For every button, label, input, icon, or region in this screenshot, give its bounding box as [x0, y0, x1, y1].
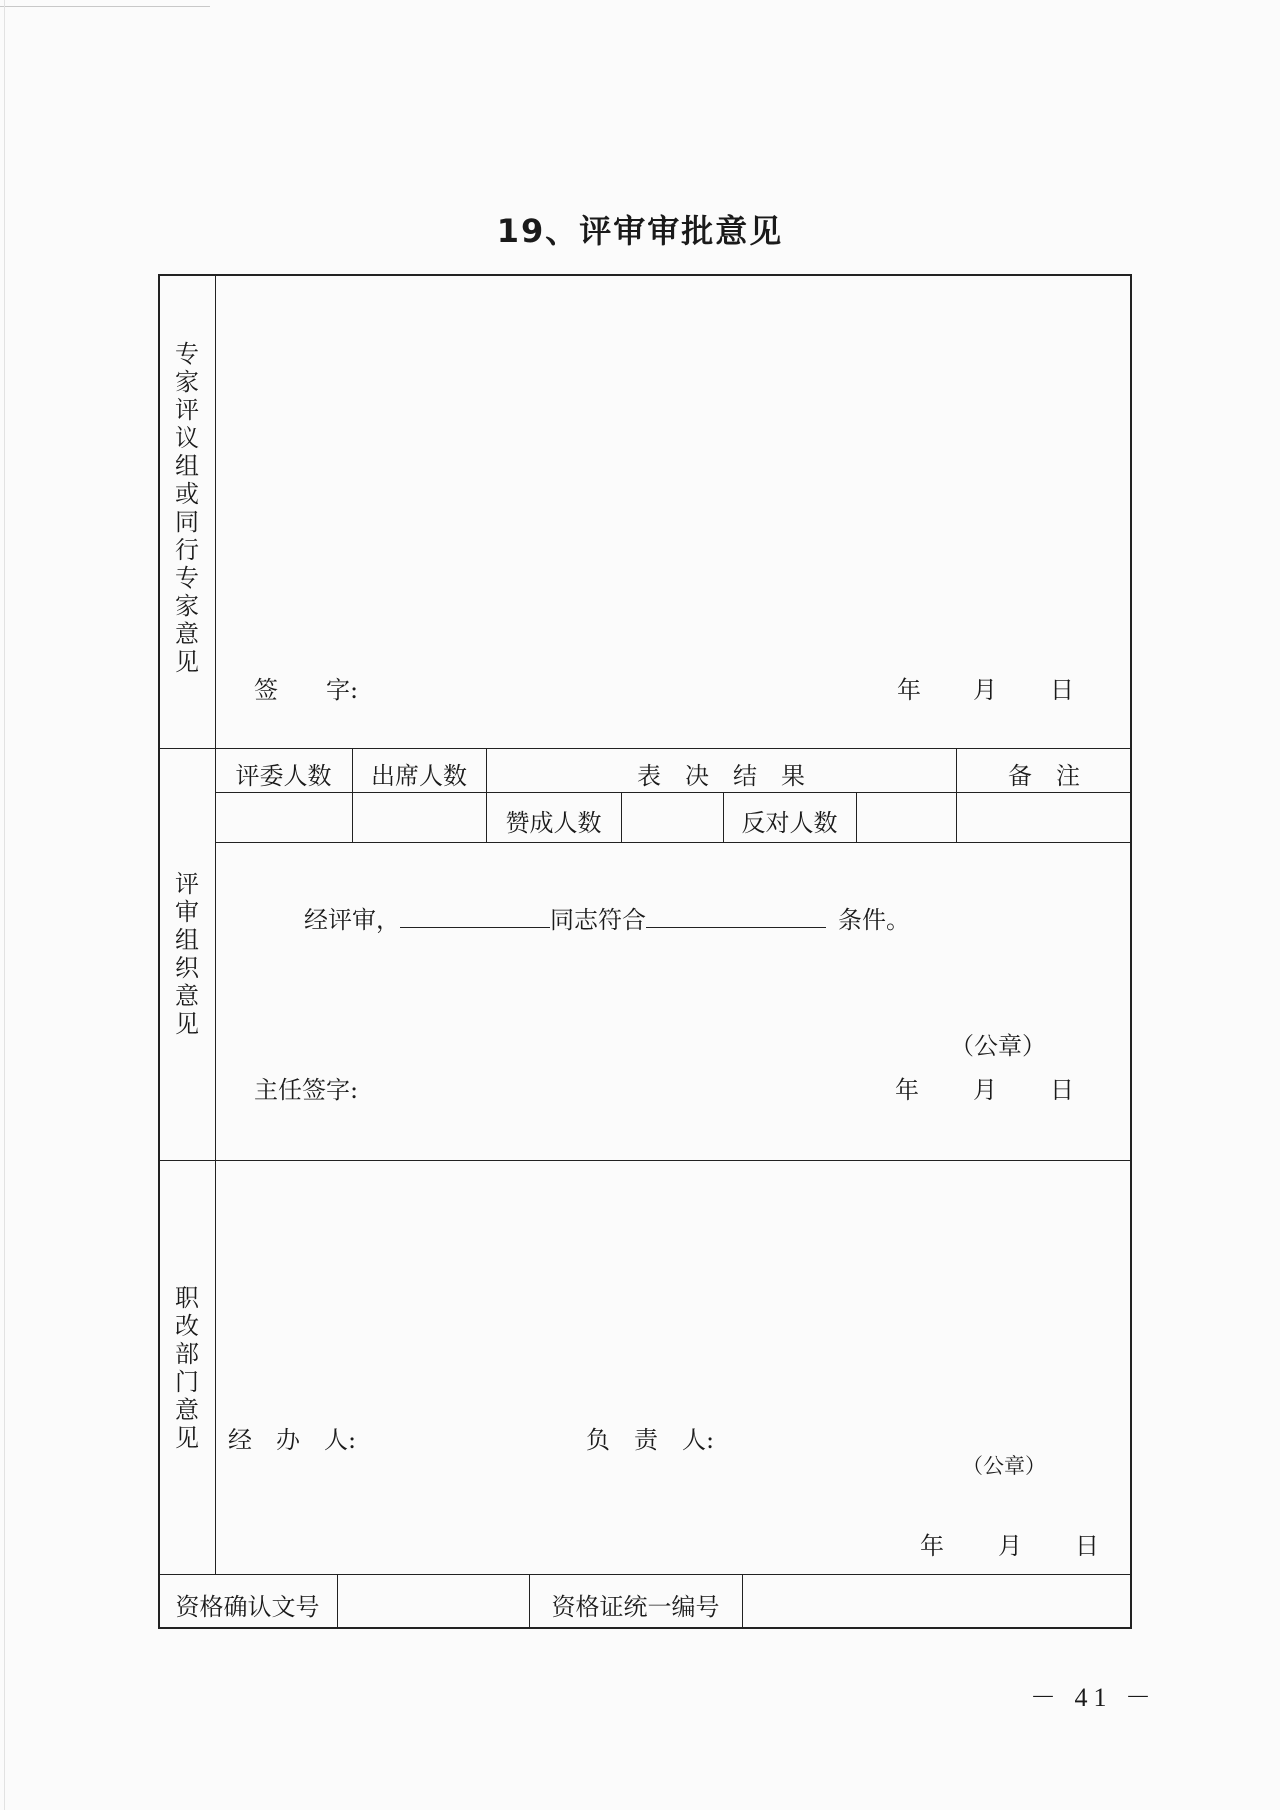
- committee-seal: （公章）: [950, 1032, 1046, 1060]
- vertical-label-char: 见: [175, 1010, 199, 1038]
- dept-year-label: 年: [920, 1532, 944, 1560]
- director-sign-label: 主任签字:: [254, 1076, 359, 1104]
- vertical-label-char: 见: [175, 648, 199, 676]
- scan-edge-top: [0, 6, 210, 7]
- vertical-label-char: 组: [175, 452, 199, 480]
- committee-day-label: 日: [1050, 1076, 1074, 1104]
- footer-divider-3: [742, 1574, 743, 1629]
- statement-middle: 同志符合: [550, 906, 646, 934]
- vertical-label-char: 意: [175, 1396, 199, 1424]
- footer-divider-1: [337, 1574, 338, 1629]
- vertical-label-char: 见: [175, 1424, 199, 1452]
- vertical-label-char: 职: [175, 1284, 199, 1312]
- responsible-label: 负 责 人:: [586, 1426, 715, 1454]
- cert-no-label: 资格证统一编号: [551, 1593, 720, 1621]
- expert-day-label: 日: [1050, 676, 1074, 704]
- divider-expert-bottom: [158, 748, 1132, 749]
- statement-prefix: 经评审，: [304, 906, 400, 934]
- review-statement: [304, 900, 910, 935]
- vertical-label-char: 部: [175, 1340, 199, 1368]
- candidate-name-blank: [400, 905, 550, 928]
- label-column-divider: [215, 274, 216, 1574]
- doc-no-label: 资格确认文号: [175, 1593, 320, 1621]
- vertical-label-char: 门: [175, 1368, 199, 1396]
- header-vote-result: 表 决 结 果: [637, 762, 805, 790]
- col-divider-oppose: [856, 792, 857, 842]
- vertical-label-char: 意: [175, 620, 199, 648]
- vertical-label-char: 专: [175, 340, 199, 368]
- vertical-label-char: 审: [175, 898, 199, 926]
- header-members: 评委人数: [235, 762, 332, 790]
- subheader-oppose: 反对人数: [741, 809, 838, 837]
- vertical-label-char: 改: [175, 1312, 199, 1340]
- page-title: 19、评审审批意见: [496, 212, 784, 250]
- qualification-blank: [646, 905, 826, 928]
- vertical-label-char: 同: [175, 508, 199, 536]
- dept-opinion-label: [159, 1284, 215, 1452]
- expert-opinion-label: [159, 340, 215, 676]
- header-attendees: 出席人数: [371, 762, 467, 790]
- divider-vote-row: [215, 842, 1132, 843]
- dept-day-label: 日: [1075, 1532, 1099, 1560]
- expert-month-label: 月: [973, 676, 997, 704]
- vertical-label-char: 组: [175, 926, 199, 954]
- vertical-label-char: 行: [175, 536, 199, 564]
- vertical-label-char: 意: [175, 982, 199, 1010]
- col-divider-approve: [621, 792, 622, 842]
- committee-month-label: 月: [973, 1076, 997, 1104]
- expert-year-label: 年: [897, 676, 921, 704]
- page-number: － 41 －: [1030, 1683, 1158, 1712]
- dept-month-label: 月: [998, 1532, 1022, 1560]
- statement-suffix: 条件。: [838, 906, 910, 934]
- vertical-label-char: 评: [175, 870, 199, 898]
- vertical-label-char: 家: [175, 368, 199, 396]
- vertical-label-char: 织: [175, 954, 199, 982]
- vertical-label-char: 议: [175, 424, 199, 452]
- subheader-approve: 赞成人数: [505, 809, 602, 837]
- handler-label: 经 办 人:: [228, 1426, 357, 1454]
- expert-sign-label: 签 字:: [254, 676, 359, 704]
- scan-edge-left: [4, 0, 5, 1810]
- header-remarks: 备 注: [1008, 762, 1080, 790]
- vertical-label-char: 评: [175, 396, 199, 424]
- divider-dept-bottom: [158, 1574, 1132, 1575]
- vertical-label-char: 或: [175, 480, 199, 508]
- divider-committee-bottom: [158, 1160, 1132, 1161]
- committee-year-label: 年: [895, 1076, 919, 1104]
- committee-opinion-label: [159, 870, 215, 1038]
- dept-seal: （公章）: [962, 1454, 1046, 1478]
- vertical-label-char: 专: [175, 564, 199, 592]
- vertical-label-char: 家: [175, 592, 199, 620]
